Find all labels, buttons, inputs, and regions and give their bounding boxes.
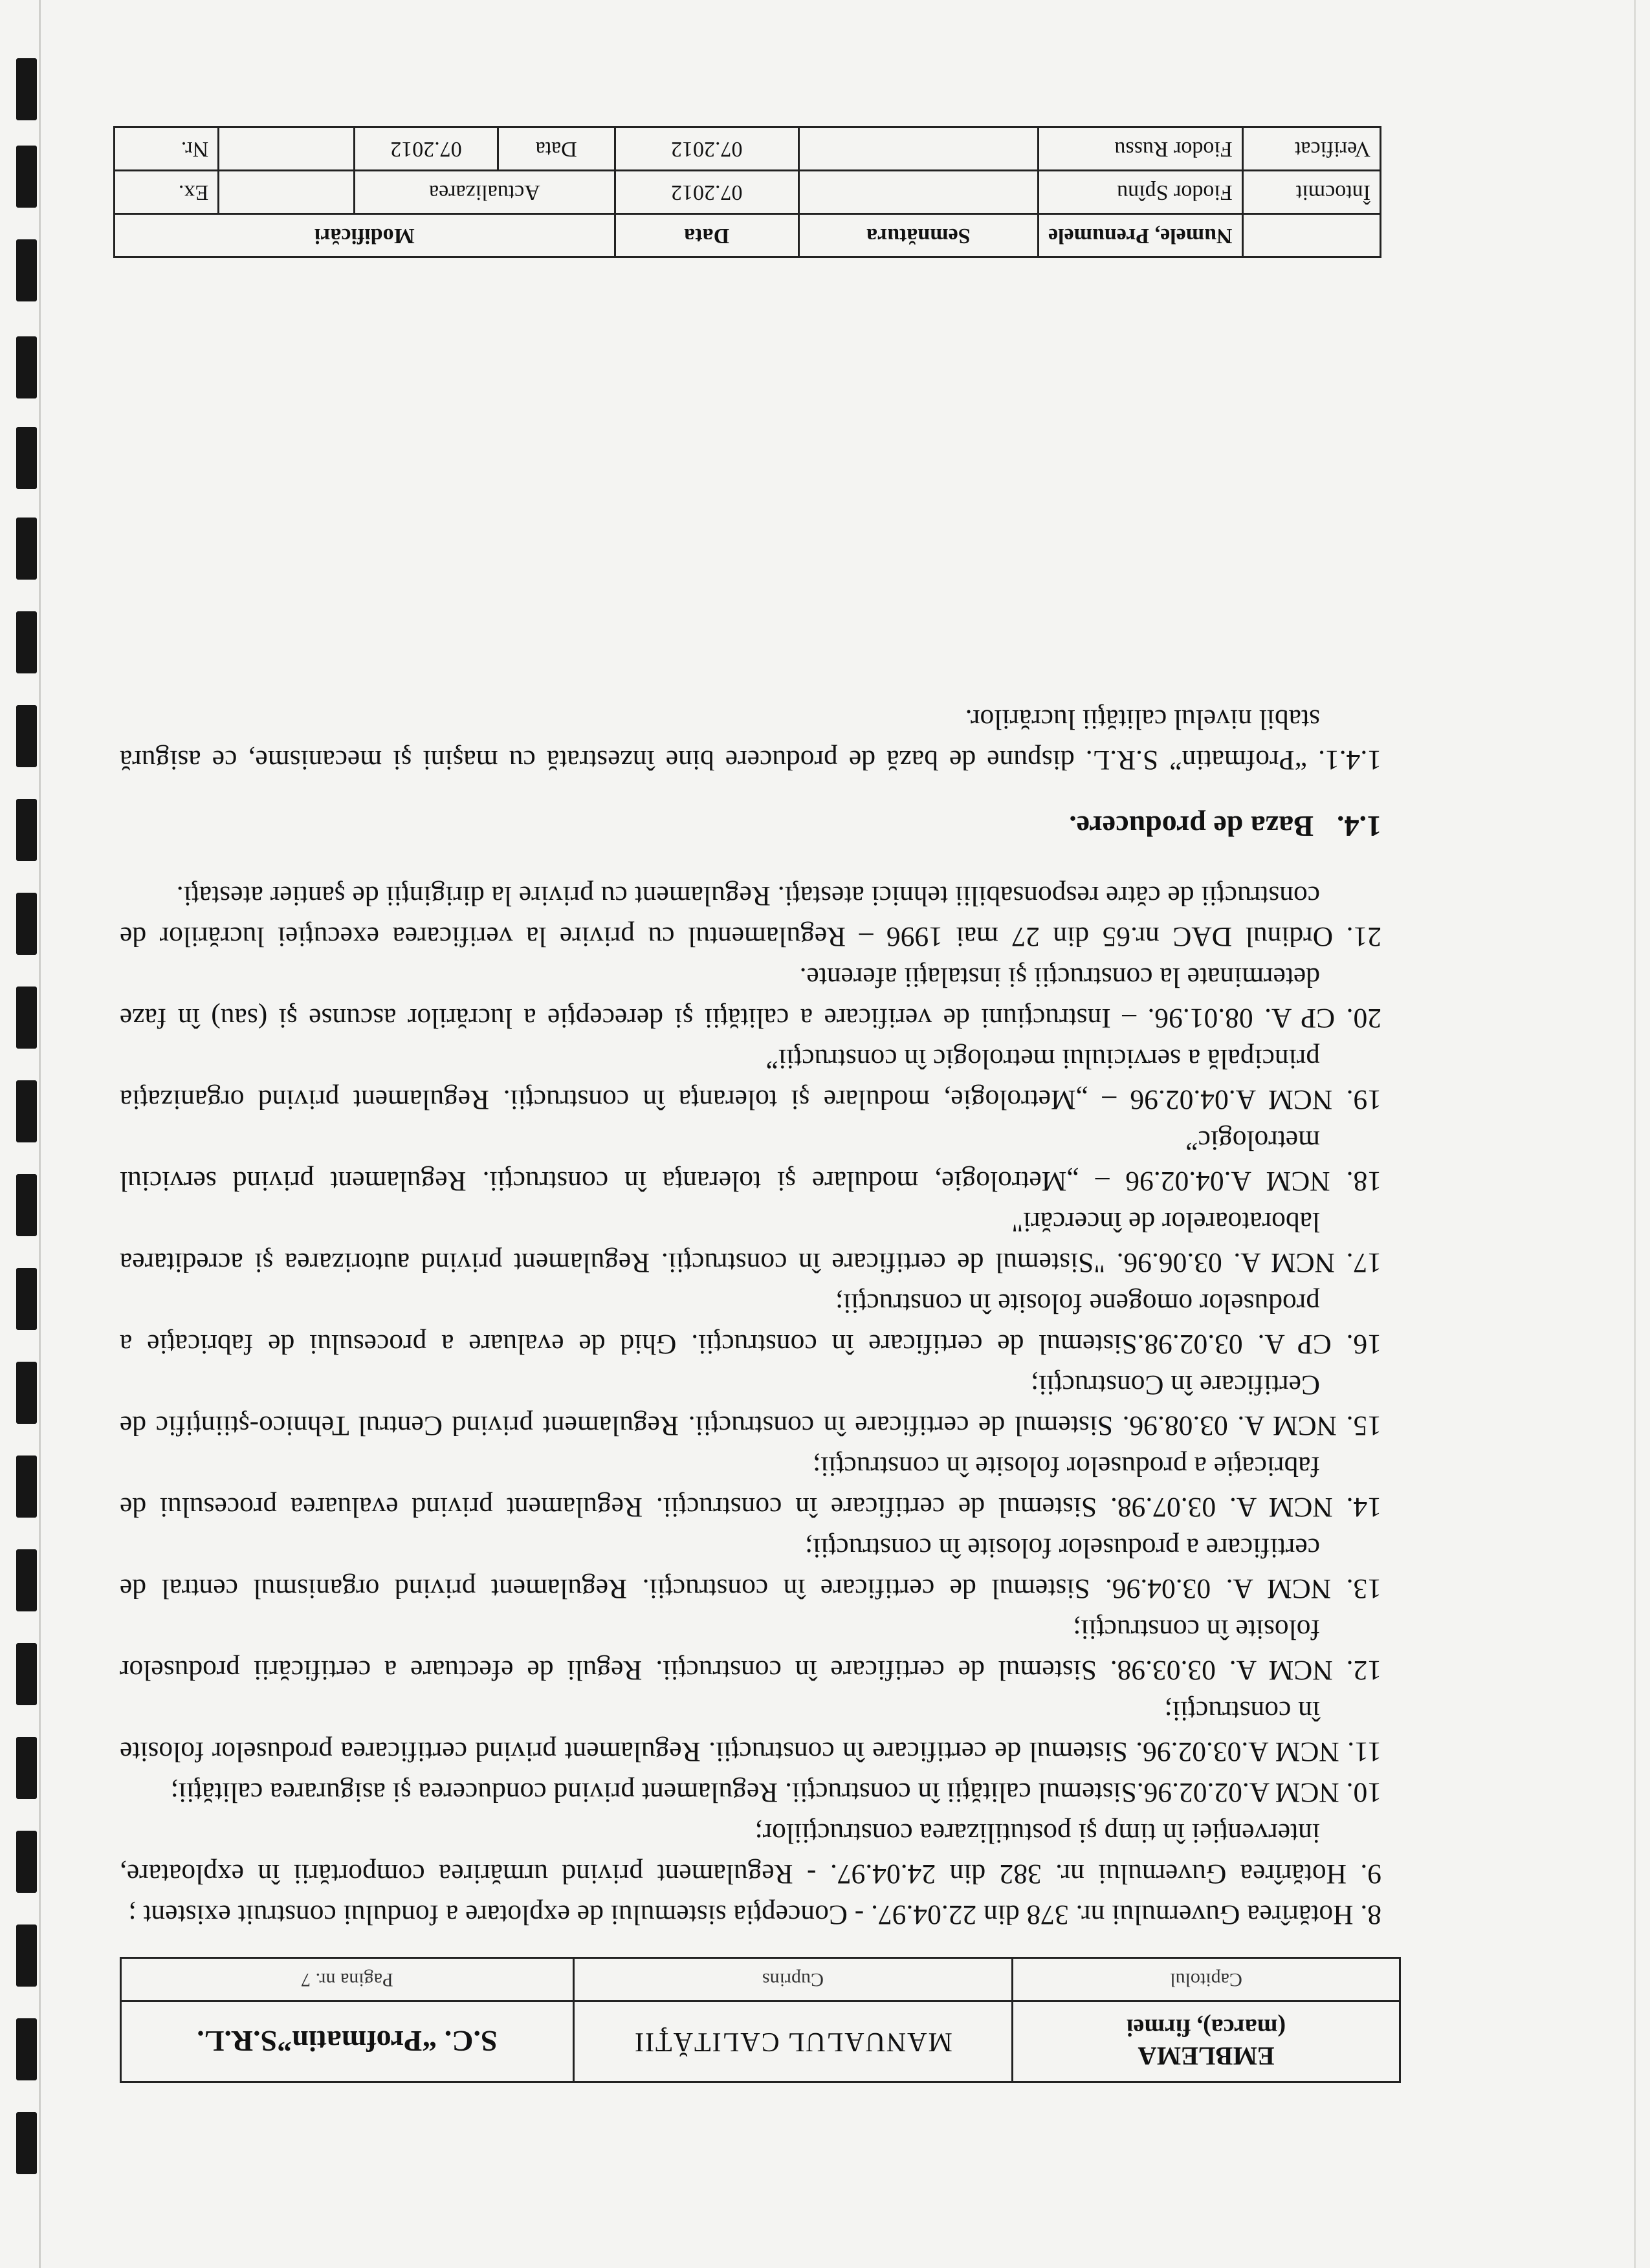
- header-table: [120, 1957, 1401, 2083]
- binding-hole: [16, 799, 37, 861]
- footer-col-date: Data: [615, 214, 798, 257]
- list-item: 20. CP A. 08.01.96. – Instrucţiuni de verificare a calităţii şi derecepţie a lucrărilor ascunse şi (sau) în faze determinate la construcţii şi instalaţii aferente.: [120, 962, 1381, 1034]
- binding-hole: [16, 336, 37, 398]
- list-item: 12. NCM A. 03.03.98. Sistemul de certificare în construcţii. Reguli de efectuare a certificării produselor folosite în construcţii;: [120, 1614, 1381, 1686]
- emblem-title: EMBLEMA: [1138, 2042, 1275, 2071]
- footer-date: 07.2012: [615, 171, 798, 214]
- footer-date: 07.2012: [615, 127, 798, 171]
- binding-hole: [16, 1549, 37, 1611]
- footer-col-changes: Modificări: [115, 214, 615, 257]
- footer-update-label: Actualizarea: [355, 171, 615, 214]
- binding-hole: [16, 2018, 37, 2080]
- list-item: 14. NCM A. 03.07.98. Sistemul de certificare în construcţii. Regulament privind evaluarea procesului de fabricaţie a produselor folosite în construcţii;: [120, 1451, 1381, 1523]
- binding-hole: [16, 1456, 37, 1518]
- list-item: 13. NCM A. 03.04.96. Sistemul de certificare în construcţii. Regulament privind organismul central de certificare a produselor folosite în construcţii;: [120, 1532, 1381, 1604]
- paragraph-number: 1.4.1.: [1318, 745, 1381, 776]
- page-number: Pagina nr. 7: [121, 1958, 574, 2001]
- list-item: 8. Hotărîrea Guvernului nr. 378 din 22.04.97. - Concepţia sistemului de explotare a fondului construit existent ;: [128, 1899, 1381, 1930]
- list-item: 19. NCM A.04.02.96 – „Metrologie, modulare şi toleranţa în construcţii. Regulament privind organizaţia principală a serviciului metrologic în construcţii”: [120, 1043, 1381, 1115]
- binding-hole: [16, 518, 37, 580]
- paragraph: [120, 699, 1381, 780]
- binding-hole: [16, 1737, 37, 1799]
- footer-blank: [219, 127, 355, 171]
- list-item: 17. NCM A. 03.06.96. "Sistemul de certificare în construcţii. Regulament privind autorizarea şi acreditarea laboratoarelor de încercări": [120, 1206, 1381, 1278]
- footer-date-label: Data: [498, 127, 615, 171]
- footer-role: Întocmit: [1242, 171, 1380, 214]
- binding-margin-line: [39, 0, 41, 2268]
- document-page: [120, 126, 1401, 2083]
- binding-hole: [16, 1174, 37, 1236]
- section-heading: [120, 806, 1381, 847]
- binding-hole: [16, 1643, 37, 1705]
- section-number: 1.4.: [1337, 810, 1381, 843]
- binding-hole: [16, 611, 37, 673]
- list-item: 11. NCM A.03.02.96. Sistemul de certificare în construcţii. Regulament privind certificarea produselor folosite în construcţii;: [120, 1696, 1381, 1767]
- list-item: 16. CP A. 03.02.98.Sistemul de certificare în construcţii. Ghid de evaluare a procesului de fabricaţie a produselor omogene folosite în construcţii;: [120, 1288, 1381, 1360]
- binding-hole: [16, 1925, 37, 1987]
- binding-hole: [16, 146, 37, 208]
- footer-blank: [1242, 214, 1380, 257]
- contents-label: Cuprins: [573, 1958, 1012, 2001]
- chapter-label: Capitolul: [1013, 1958, 1400, 2001]
- company-name: S.C. “Profmatin”S.R.L.: [121, 2001, 574, 2082]
- emblem-subtitle: (marca), firmei: [1126, 2014, 1286, 2041]
- footer-ex-label: Ex.: [115, 171, 219, 214]
- footer-signature: [798, 171, 1038, 214]
- binding-hole: [16, 1831, 37, 1893]
- footer-signature: [798, 127, 1038, 171]
- section-title: Baza de producere.: [1069, 810, 1314, 843]
- binding-hole: [16, 1268, 37, 1330]
- footer-blank: [219, 171, 355, 214]
- footer-nr-label: Nr.: [115, 127, 219, 171]
- manual-title: MANUALUL CALITĂŢII: [573, 2001, 1012, 2082]
- footer-date-value: 07.2012: [355, 127, 498, 171]
- list-item: 15. NCM A. 03.08.96. Sistemul de certificare în construcţii. Regulament privind Centrul Tehnico-ştiinţific de Certificare în Construcţii;: [120, 1369, 1381, 1441]
- footer-table: [113, 126, 1381, 258]
- binding-hole: [16, 58, 37, 120]
- binding-hole: [16, 2112, 37, 2174]
- emblem-cell: [1013, 2001, 1400, 2082]
- list-item: 18. NCM A.04.02.96 – „Metrologie, modulare şi toleranţa în construcţii. Regulament privind serviciul metrologic”: [120, 1125, 1381, 1197]
- paragraph-text: “Profmatin” S.R.L. dispune de bază de producere bine înzestrată cu maşini şi mecanisme, ce asigură stabil nivelul calităţii lucrărilor.: [120, 704, 1320, 776]
- list-item: 10. NCM A.02.02.96.Sistemul calităţii în construcţii. Regulament privind conducerea şi asigurarea calităţii;: [170, 1777, 1381, 1808]
- footer-person: Fiodor Russu: [1038, 127, 1242, 171]
- binding-hole: [16, 893, 37, 955]
- binding-holes: [16, 0, 42, 2268]
- footer-role: Verificat: [1242, 127, 1380, 171]
- page-edge-line: [1634, 0, 1636, 2268]
- binding-hole: [16, 987, 37, 1049]
- document-body: [120, 699, 1401, 1957]
- binding-hole: [16, 705, 37, 767]
- list-item: 21. Ordinul DAC nr.65 din 27 mai 1996 – Regulamentul cu privire la verificarea execuţiei lucrărilor de construcţii de către responsabilii tehnici atestaţi. Regulament cu privire la diriginţii de şantier atestaţi.: [120, 880, 1381, 952]
- footer-col-name: Numele, Prenumele: [1038, 214, 1242, 257]
- list-item: 9. Hotărîrea Guvernului nr. 382 din 24.04.97. - Regulament privind urmărirea comportării în exploatare, intervenţiei în timp şi postutilizarea construcţiilor;: [120, 1818, 1381, 1890]
- binding-hole: [16, 239, 37, 301]
- footer-col-signature: Semnătura: [798, 214, 1038, 257]
- footer-person: Fiodor Spînu: [1038, 171, 1242, 214]
- binding-hole: [16, 1362, 37, 1424]
- binding-hole: [16, 1080, 37, 1142]
- binding-hole: [16, 427, 37, 489]
